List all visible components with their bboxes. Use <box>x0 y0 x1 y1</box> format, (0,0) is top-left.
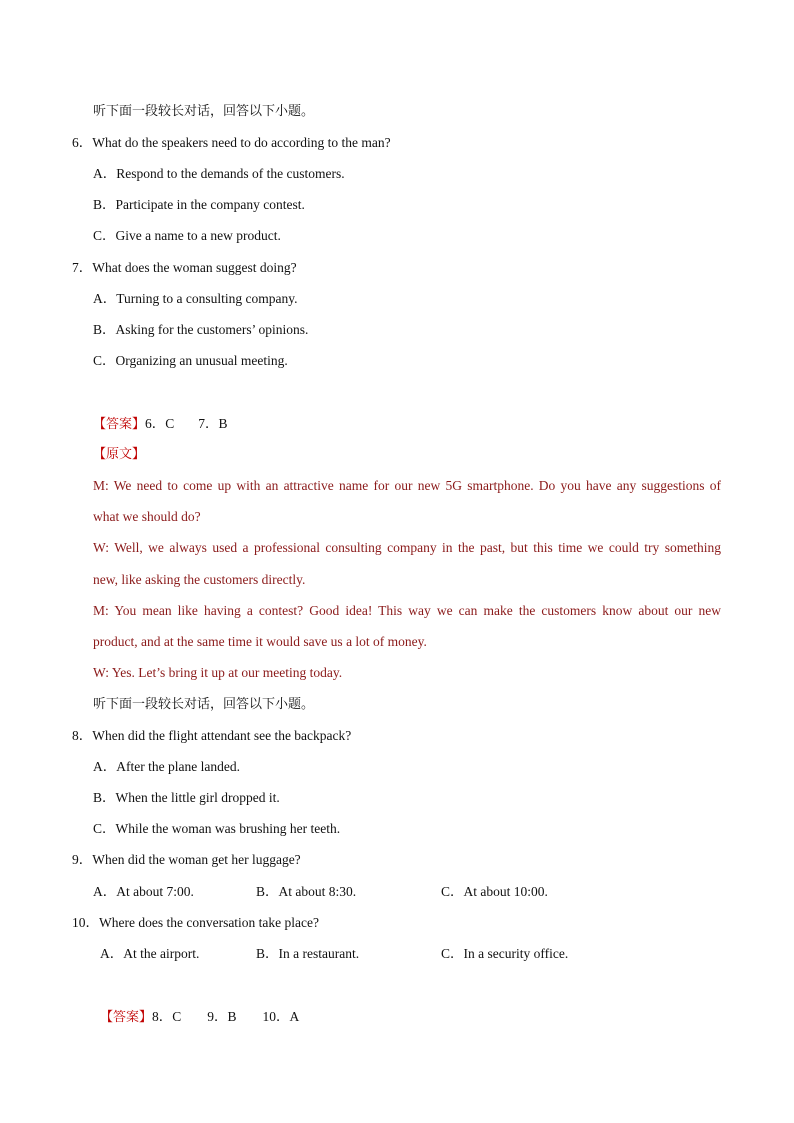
option-text: Turning to a consulting company. <box>116 291 298 306</box>
answer-6: 6．C <box>145 416 175 431</box>
option-10b <box>256 945 359 963</box>
option-letter: C． <box>93 353 116 368</box>
question-9 <box>72 851 301 869</box>
option-8a <box>93 758 240 776</box>
answer-9: 9．B <box>207 1009 237 1024</box>
question-7 <box>72 259 297 277</box>
option-letter: B． <box>256 884 279 899</box>
question-text: Where does the conversation take place? <box>99 915 320 930</box>
option-text: At the airport. <box>123 946 200 961</box>
option-9c <box>441 883 548 901</box>
option-7a <box>93 290 298 308</box>
question-number: 7． <box>72 260 93 275</box>
option-6b <box>93 196 305 214</box>
option-letter: B． <box>93 790 116 805</box>
option-text: In a restaurant. <box>278 946 360 961</box>
question-text: When did the woman get her luggage? <box>92 852 301 867</box>
question-text: What does the woman suggest doing? <box>92 260 297 275</box>
option-letter: A． <box>93 291 117 306</box>
option-letter: B． <box>93 322 116 337</box>
question-text: What do the speakers need to do according to the man? <box>92 135 391 150</box>
answer-row-2 <box>100 1008 299 1027</box>
option-text: In a security office. <box>463 946 569 961</box>
option-text: Respond to the demands of the customers. <box>116 166 345 181</box>
question-6 <box>72 134 391 152</box>
transcript-line-2: what we should do? <box>93 509 201 524</box>
option-letter: C． <box>93 821 116 836</box>
option-6c <box>93 227 281 245</box>
option-8c <box>93 820 340 838</box>
question-10 <box>72 914 319 932</box>
option-text: Organizing an unusual meeting. <box>115 353 288 368</box>
question-number: 6． <box>72 135 93 150</box>
option-text: At about 10:00. <box>463 884 548 899</box>
option-6a <box>93 165 345 183</box>
option-text: At about 7:00. <box>116 884 194 899</box>
question-8 <box>72 727 351 745</box>
option-letter: A． <box>93 759 117 774</box>
instruction-1: 听下面一段较长对话，回答以下小题。 <box>93 104 315 119</box>
transcript-line-3: W: Well, we always used a professional consulting company in the past, but this time we could try something <box>93 540 721 555</box>
option-9b <box>256 883 356 901</box>
option-8b <box>93 789 280 807</box>
answer-8: 8．C <box>152 1009 182 1024</box>
option-text: When the little girl dropped it. <box>115 790 280 805</box>
option-text: Asking for the customers’ opinions. <box>115 322 309 337</box>
instruction-2: 听下面一段较长对话，回答以下小题。 <box>93 697 315 712</box>
transcript-line-1: M: We need to come up with an attractive name for our new 5G smartphone. Do you have any suggestions of <box>93 478 721 493</box>
option-text: While the woman was brushing her teeth. <box>115 821 341 836</box>
transcript-line-5: M: You mean like having a contest? Good idea! This way we can make the customers know about our new <box>93 603 721 618</box>
option-letter: C． <box>441 884 464 899</box>
option-text: Give a name to a new product. <box>115 228 281 243</box>
transcript-line-6: product, and at the same time it would save us a lot of money. <box>93 634 427 649</box>
transcript-line-7: W: Yes. Let’s bring it up at our meeting today. <box>93 665 343 680</box>
question-text: When did the flight attendant see the backpack? <box>92 728 352 743</box>
option-text: After the plane landed. <box>116 759 240 774</box>
transcript-label: 【原文】 <box>93 447 146 462</box>
answer-label: 【答案】 <box>100 1010 153 1025</box>
option-letter: B． <box>93 197 116 212</box>
option-10a <box>100 945 199 963</box>
answer-10: 10．A <box>262 1009 300 1024</box>
option-letter: C． <box>441 946 464 961</box>
transcript-line-4: new, like asking the customers directly. <box>93 572 306 587</box>
question-number: 9． <box>72 852 93 867</box>
option-letter: A． <box>93 166 117 181</box>
question-number: 8． <box>72 728 93 743</box>
option-7b <box>93 321 308 339</box>
option-letter: C． <box>93 228 116 243</box>
option-9a <box>93 883 194 901</box>
option-letter: A． <box>93 884 117 899</box>
answer-row-1 <box>93 415 228 434</box>
option-text: At about 8:30. <box>278 884 357 899</box>
answer-7: 7．B <box>198 416 228 431</box>
option-letter: B． <box>256 946 279 961</box>
option-text: Participate in the company contest. <box>115 197 305 212</box>
option-letter: A． <box>100 946 124 961</box>
question-number: 10． <box>72 915 99 930</box>
answer-label: 【答案】 <box>93 417 146 432</box>
option-7c <box>93 352 288 370</box>
option-10c <box>441 945 568 963</box>
